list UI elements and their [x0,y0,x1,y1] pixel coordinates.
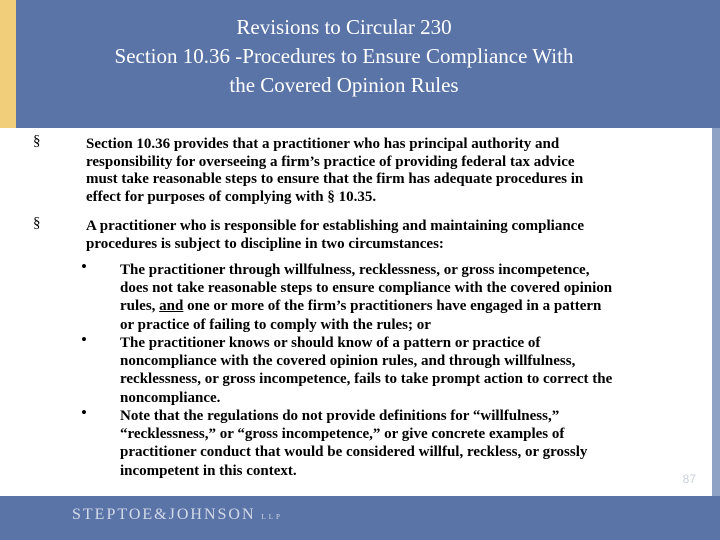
bullet-2-line-2: procedures is subject to discipline in two circumstances: [86,235,444,252]
sub-bullet-1-line-2: does not take reasonable steps to ensure compliance with the covered opinion [120,280,613,297]
title-line-2: Section 10.36 -Procedures to Ensure Compliance With [114,44,574,68]
sub-bullet-2-line-3: recklessness, or gross incompetence, fails to take prompt action to correct the [120,371,613,388]
firm-logo [72,506,283,524]
section-bullet-icon: § [33,133,41,149]
bullet-text-2 [86,218,686,253]
sub-bullet-1-line-1: The practitioner through willfulness, recklessness, or gross incompetence, [120,262,590,278]
bullet-2-line-1: A practitioner who is responsible for establishing and maintaining compliance [86,218,584,234]
section-bullet-icon: § [33,215,41,231]
sub-bullet-text-1 [120,261,714,334]
bullet-1-line-1: Section 10.36 provides that a practitioner who has principal authority and [86,136,560,152]
sub-bullet-3-line-2: “recklessness,” or “gross incompetence,” or give concrete examples of [120,426,565,443]
sub-bullet-2-line-2: noncompliance with the covered opinion rules, and through willfulness, [120,353,576,370]
logo-main: STEPTOE&JOHNSON [72,506,256,523]
sub-bullet-1-line-3-after: one or more of the firm’s practitioners have engaged in a pattern [183,298,602,315]
sub-bullet-1-line-3 [120,297,714,315]
dot-bullet-icon: • [81,403,87,422]
accent-stripe [0,0,16,128]
sub-bullet-text-2 [120,334,714,407]
bullet-text-1 [86,136,686,206]
logo-suffix: LLP [261,513,283,521]
footer-bar [0,496,720,540]
underlined-and: and [159,298,184,315]
title-line-3: the Covered Opinion Rules [229,73,459,97]
sub-bullet-2-line-1: The practitioner knows or should know of a pattern or practice of [120,335,541,351]
sub-bullet-1-line-3-before: rules, [120,298,160,315]
sub-bullet-3-line-1: Note that the regulations do not provide definitions for “willfulness,” [120,408,560,424]
sub-bullet-text-3 [120,407,714,480]
dot-bullet-icon: • [81,330,87,349]
bullet-1-line-4: effect for purposes of complying with § 10.35. [86,188,377,205]
bullet-1-line-3: must take reasonable steps to ensure that the firm has adequate procedures in [86,171,584,187]
sub-bullet-3-line-4: incompetent in this context. [120,462,297,479]
slide-title [16,13,672,100]
sub-bullet-1-line-4: or practice of failing to comply with the rules; or [120,316,431,333]
title-line-1: Revisions to Circular 230 [236,15,452,39]
sub-bullet-3-line-3: practitioner conduct that would be considered willful, reckless, or grossly [120,444,588,461]
page-number: 87 [682,472,696,486]
bullet-1-line-2: responsibility for overseeing a firm’s practice of providing federal tax advice [86,153,575,170]
dot-bullet-icon: • [81,257,87,276]
sub-bullet-2-line-4: noncompliance. [120,389,221,406]
